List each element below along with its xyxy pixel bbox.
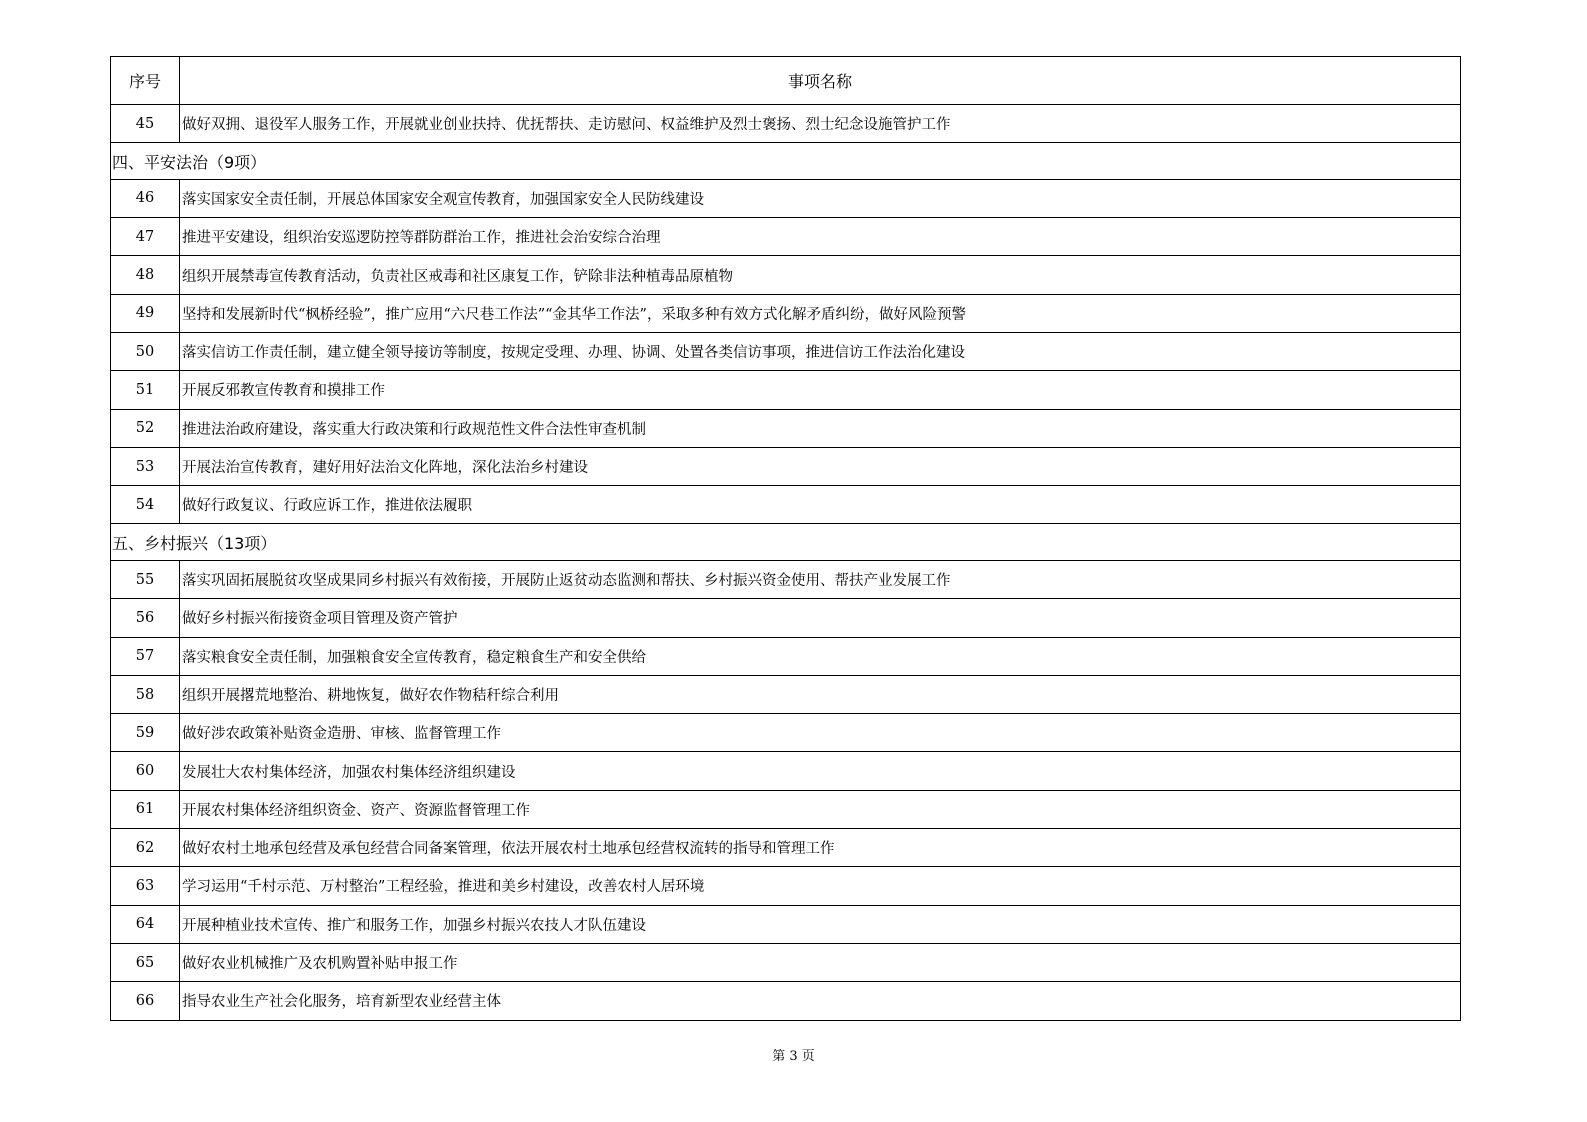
row-number: 56	[111, 599, 180, 637]
table-row	[111, 447, 1461, 485]
table-row	[111, 218, 1461, 256]
table-row	[111, 371, 1461, 409]
row-number: 47	[111, 218, 180, 256]
page-number: 第 3 页	[772, 1049, 815, 1064]
header-name: 事项名称	[180, 57, 1461, 105]
row-number: 49	[111, 294, 180, 332]
row-item-name: 落实国家安全责任制，开展总体国家安全观宣传教育，加强国家安全人民防线建设	[180, 179, 1461, 217]
row-item-name: 开展法治宣传教育，建好用好法治文化阵地，深化法治乡村建设	[180, 447, 1461, 485]
row-item-name: 组织开展撂荒地整治、耕地恢复，做好农作物秸秆综合利用	[180, 675, 1461, 713]
row-number: 50	[111, 332, 180, 370]
row-item-name: 开展反邪教宣传教育和摸排工作	[180, 371, 1461, 409]
row-item-name: 坚持和发展新时代“枫桥经验”，推广应用“六尺巷工作法”“金其华工作法”，采取多种有效方式化解矛盾纠纷，做好风险预警	[180, 294, 1461, 332]
row-number: 61	[111, 790, 180, 828]
row-item-name: 做好乡村振兴衔接资金项目管理及资产管护	[180, 599, 1461, 637]
row-number: 55	[111, 560, 180, 598]
table-row	[111, 179, 1461, 217]
row-number: 62	[111, 829, 180, 867]
table-row	[111, 982, 1461, 1020]
row-number: 60	[111, 752, 180, 790]
row-number: 57	[111, 637, 180, 675]
row-number: 53	[111, 447, 180, 485]
section-header-row	[111, 524, 1461, 561]
row-number: 66	[111, 982, 180, 1020]
row-item-name: 做好双拥、退役军人服务工作，开展就业创业扶持、优抚帮扶、走访慰问、权益维护及烈士褒扬、烈士纪念设施管护工作	[180, 105, 1461, 143]
row-item-name: 开展农村集体经济组织资金、资产、资源监督管理工作	[180, 790, 1461, 828]
row-number: 58	[111, 675, 180, 713]
section-header-row	[111, 143, 1461, 180]
row-number: 45	[111, 105, 180, 143]
table-row	[111, 332, 1461, 370]
row-item-name: 指导农业生产社会化服务，培育新型农业经营主体	[180, 982, 1461, 1020]
row-item-name: 开展种植业技术宣传、推广和服务工作，加强乡村振兴农技人才队伍建设	[180, 905, 1461, 943]
row-number: 52	[111, 409, 180, 447]
row-number: 48	[111, 256, 180, 294]
table-body	[111, 57, 1461, 1021]
table-row	[111, 790, 1461, 828]
table-row	[111, 294, 1461, 332]
table-row	[111, 560, 1461, 598]
row-item-name: 做好农村土地承包经营及承包经营合同备案管理，依法开展农村土地承包经营权流转的指导和管理工作	[180, 829, 1461, 867]
row-item-name: 推进平安建设，组织治安巡逻防控等群防群治工作，推进社会治安综合治理	[180, 218, 1461, 256]
table-row	[111, 829, 1461, 867]
row-item-name: 学习运用“千村示范、万村整治”工程经验，推进和美乡村建设，改善农村人居环境	[180, 867, 1461, 905]
header-number: 序号	[111, 57, 180, 105]
row-item-name: 落实信访工作责任制，建立健全领导接访等制度，按规定受理、办理、协调、处置各类信访事项，推进信访工作法治化建设	[180, 332, 1461, 370]
table-row	[111, 637, 1461, 675]
row-number: 46	[111, 179, 180, 217]
row-item-name: 做好农业机械推广及农机购置补贴申报工作	[180, 943, 1461, 981]
row-number: 59	[111, 714, 180, 752]
table-row	[111, 409, 1461, 447]
row-item-name: 组织开展禁毒宣传教育活动，负责社区戒毒和社区康复工作，铲除非法种植毒品原植物	[180, 256, 1461, 294]
row-item-name: 推进法治政府建设，落实重大行政决策和行政规范性文件合法性审查机制	[180, 409, 1461, 447]
row-number: 64	[111, 905, 180, 943]
section-title: 四、平安法治（9项）	[111, 143, 1461, 180]
row-item-name: 落实粮食安全责任制，加强粮食安全宣传教育，稳定粮食生产和安全供给	[180, 637, 1461, 675]
table-row	[111, 905, 1461, 943]
table-row	[111, 486, 1461, 524]
row-item-name: 发展壮大农村集体经济，加强农村集体经济组织建设	[180, 752, 1461, 790]
table-row	[111, 714, 1461, 752]
section-title: 五、乡村振兴（13项）	[111, 524, 1461, 561]
table-row	[111, 599, 1461, 637]
table-header-row	[111, 57, 1461, 105]
table-row	[111, 752, 1461, 790]
table-row	[111, 943, 1461, 981]
row-number: 54	[111, 486, 180, 524]
row-item-name: 做好涉农政策补贴资金造册、审核、监督管理工作	[180, 714, 1461, 752]
row-number: 63	[111, 867, 180, 905]
row-item-name: 做好行政复议、行政应诉工作，推进依法履职	[180, 486, 1461, 524]
row-number: 65	[111, 943, 180, 981]
table-row	[111, 256, 1461, 294]
table-row	[111, 675, 1461, 713]
row-item-name: 落实巩固拓展脱贫攻坚成果同乡村振兴有效衔接，开展防止返贫动态监测和帮扶、乡村振兴资金使用、帮扶产业发展工作	[180, 560, 1461, 598]
table-row	[111, 867, 1461, 905]
row-number: 51	[111, 371, 180, 409]
table-row	[111, 105, 1461, 143]
items-table	[110, 56, 1461, 1021]
